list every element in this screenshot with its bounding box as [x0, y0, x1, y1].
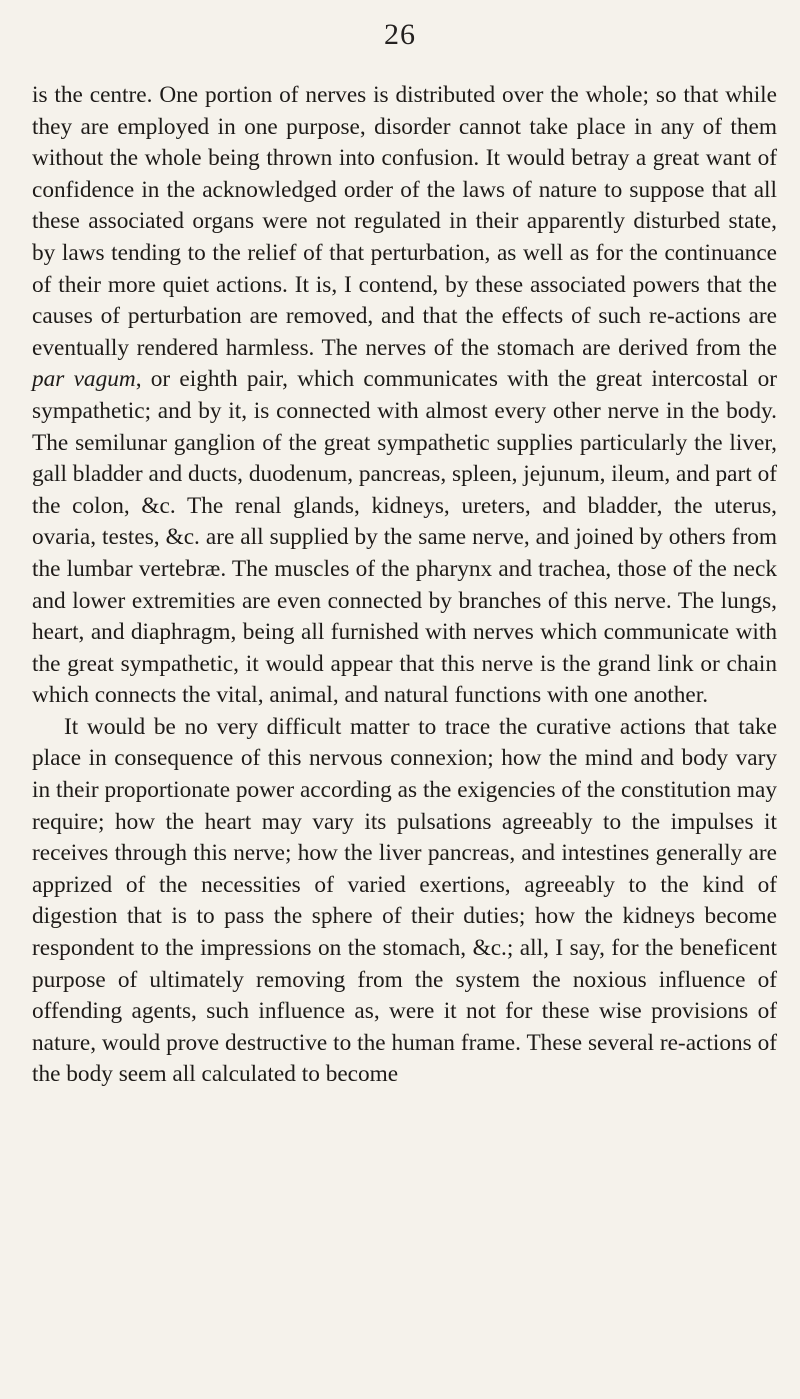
body-text: [32, 80, 777, 1091]
paragraph-1-text-continued: , or eighth pair, which communicates with the great intercostal or sympathetic; and by it, is connected with almost every other nerve in the body. The semilunar ganglion of the great sympathetic supplies particularly the liver, gall bladder and ducts, duodenum, pancreas, spleen, jejunum, ileum, and part of the colon, &c. The renal glands, kidneys, ureters, and bladder, the uterus, ovaria, testes, &c. are all supplied by the same nerve, and joined by others from the lumbar vertebræ. The muscles of the pharynx and trachea, those of the neck and lower extremities are even connected by branches of this nerve. The lungs, heart, and diaphragm, being all furnished with nerves which communicate with the great sympathetic, it would appear that this nerve is the grand link or chain which connects the vital, animal, and natural functions with one another.: [32, 366, 777, 709]
paragraph-1-text: is the centre. One portion of nerves is distributed over the whole; so that while they are employed in one purpose, disorder cannot take place in any of them without the whole being thrown into confusion. It would betray a great want of confidence in the acknowledged order of the laws of nature to suppose that all these associated organs were not regulated in their apparently disturbed state, by laws tending to the relief of that perturbation, as well as for the continuance of their more quiet actions. It is, I contend, by these associated powers that the causes of perturbation are removed, and that the effects of such re-actions are eventually rendered harmless. The nerves of the stomach are derived from the: [32, 82, 777, 361]
latin-term-par-vagum: par vagum: [32, 366, 136, 393]
paragraph-2-text: It would be no very difficult matter to trace the curative actions that take place in consequence of this nervous connexion; how the mind and body vary in their proportionate power according as the exigencies of the constitution may require; how the heart may vary its pulsations agreeably to the impulses it receives through this nerve; how the liver pancreas, and intestines generally are apprized of the necessities of varied exertions, agreeably to the kind of digestion that is to pass the sphere of their duties; how the kidneys become respondent to the impressions on the stomach, &c.; all, I say, for the beneficent purpose of ultimately removing from the system the noxious influence of offending agents, such influence as, were it not for these wise provisions of nature, would prove destructive to the human frame. These several re-actions of the body seem all calculated to become: [32, 713, 777, 1088]
page-number: 26: [384, 18, 416, 51]
paragraph-1: [32, 80, 777, 712]
paragraph-2: [32, 712, 777, 1091]
